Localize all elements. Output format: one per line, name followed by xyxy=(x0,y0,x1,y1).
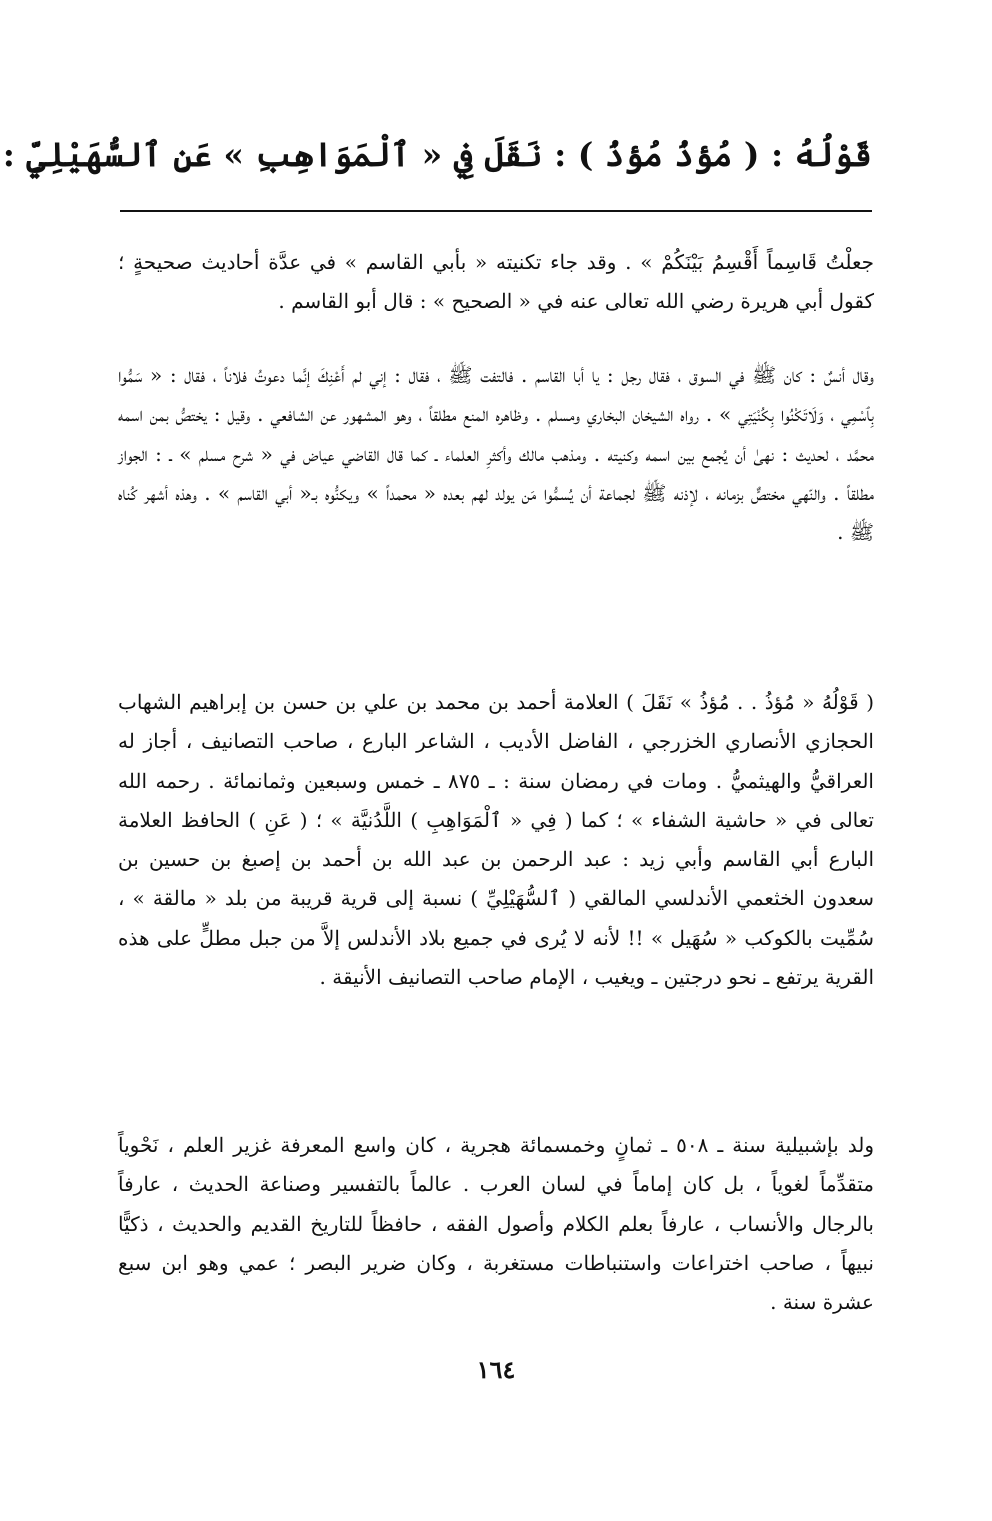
header-divider xyxy=(120,210,872,212)
paragraph-1: جعلْتُ قَاسِماً أَقْسِمُ بَيْنَكُمْ » . وقد جاء تكنيته « بأبي القاسم » في عدَّة أحاديث صحيحةٍ ؛ كقول أبي هريرة رضي الله تعالى عنه في « الصحيح » : قال أبو القاسم . xyxy=(118,250,874,314)
paragraph-4: ولد بإشبيلية سنة ـ ٥٠٨ ـ ثمانٍ وخمسمائة هجرية ، كان واسع المعرفة غزير العلم ، نَحْوياً متقدِّماً لغوياً ، بل كان إماماً في لسان العرب . عالماً بالتفسير وصناعة الحديث ، عارفاً بالرجال والأنساب ، عارفاً بعلم الكلام وأصول الفقه ، حافظاً للتاريخ القديم والحديث ، ذكيًّا نبيهاً ، صاحب اختراعات واستنباطات مستغربة ، وكان ضرير البصر ؛ عمي وهو ابن سبع عشرة سنة . xyxy=(118,1133,875,1315)
page-number: ١٦٤ xyxy=(476,1355,516,1384)
paragraph-3: ( قَوْلُهُ « مُؤذُ . . مُؤذُ » نَقَلَ ) العلامة أحمد بن محمد بن علي بن حسن بن إبراهيم الشهاب الحجازي الأنصاري الخزرجي ، الفاضل الأديب ، الشاعر البارع ، صاحب التصانيف ، أجاز له العراقيُّ والهيثميُّ . ومات في رمضان سنة : ـ ٨٧٥ ـ خمس وسبعين وثمانمائة . رحمه الله تعالى في « حاشية الشفاء » ؛ كما ( فِي « ٱلْمَوَاهِبِ ) اللَّدُنيَّة » ؛ ( عَنِ ) الحافظ العلامة البارع أبي القاسم وأبي زيد : عبد الرحمن بن عبد الله بن أحمد بن إصبغ بن حسين بن سعدون الخثعمي الأندلسي المالقي ( ٱلسُّهَيْلِيِّ ) نسبة إلى قرية قريبة من بلد « مالقة » ، سُمِّيت بالكوكب « سُهَيل » !! لأنه لا يُرى في جميع بلاد الأندلس إلاَّ من جبل مطلٍّ على هذه القرية يرتفع ـ نحو درجتين ـ ويغيب ، الإمام صاحب التصانيف الأنيقة . xyxy=(118,690,874,990)
paragraph-2: وقال أنسٌ : كان ﷺ في السوق ، فقال رجل : يا أبا القاسم . فالتفت ﷺ ، فقال : إني لم أَعْنِكَ إنَّما دعوتُ فلاناً ، فقال : « سَمُّوا بِٱسْمِي ، وَلَاتَكْنُوا بِكُنْيَتِي » . رواه الشيخان البخاري ومسلم . وظاهره المنع مطلقاً ، وهو المشهور عن الشافعي . وقيل : يختصُّ بمن اسمه محمَّد ، لحديث : نهىٰ أن يُجمع بين اسمه وكنيته . ومذهب مالك وأكثرِ العلماء ـ كما قال القاضي عياض في « شرح مسلم » ـ : الجواز مطلقاً . والنّهي مختصٌّ بزمانه ، لإذنه ﷺ لجماعة أن يُسمُّوا مَن يولد لهم بعده « محمداً » ويكنُّوه بـ« أبي القاسم » . وهذه أشهر كُناه ﷺ . xyxy=(118,363,874,545)
page-header-title: قَوْلُهُ : ( مُؤذُ مُؤذُ ) : نَقَلَ فِي « ٱلْمَوَاهِبِ » عَنِ ٱلسُّهَيْلِيِّ : xyxy=(2,135,872,174)
